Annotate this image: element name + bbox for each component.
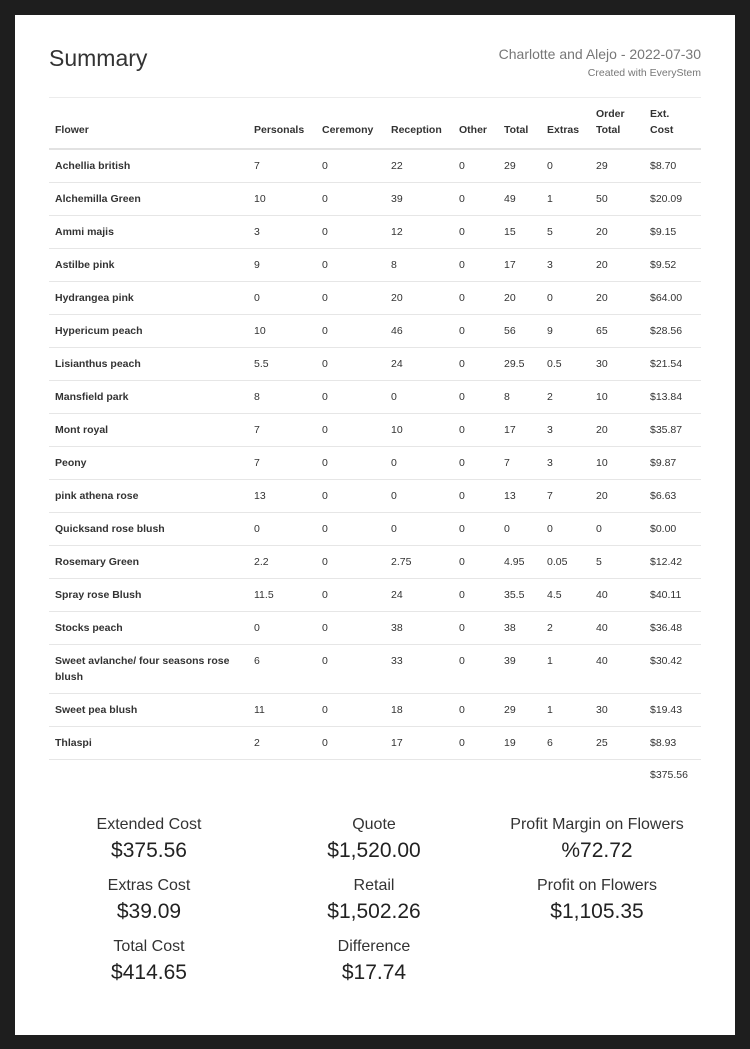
empty-cell [498,760,541,792]
flower-name-cell: Alchemilla Green [49,183,248,216]
table-row [49,149,701,183]
table-cell: 10 [385,414,453,447]
table-cell: 0 [316,249,385,282]
table-cell: 7 [498,447,541,480]
table-cell: 0 [541,149,590,183]
table-cell: $19.43 [644,694,701,727]
stat-total-cost [59,937,239,987]
table-cell: 56 [498,315,541,348]
table-cell: 0 [316,216,385,249]
table-cell: 0 [316,315,385,348]
stat-label: Difference [337,938,411,955]
table-cell: 50 [590,183,644,216]
table-cell: 0 [316,447,385,480]
table-cell: 24 [385,579,453,612]
stat-label: Total Cost [113,938,185,955]
table-row [49,414,701,447]
table-row [49,381,701,414]
table-cell: $9.87 [644,447,701,480]
table-cell: 0 [316,282,385,315]
page-title: Summary [49,45,148,71]
table-cell: 7 [541,480,590,513]
col-header: Total [498,98,541,150]
table-cell: 0 [453,447,498,480]
table-cell: 0 [453,513,498,546]
stat-profit [487,876,707,926]
table-cell: 0 [385,447,453,480]
table-cell: 0.5 [541,348,590,381]
table-cell: 12 [385,216,453,249]
stat-value: $1,105.35 [550,900,644,923]
flower-name-cell: Achellia british [49,149,248,183]
flower-name-cell: Astilbe pink [49,249,248,282]
table-cell: $36.48 [644,612,701,645]
table-cell: 0 [590,513,644,546]
table-cell: 0 [453,645,498,694]
table-cell: 0 [316,694,385,727]
table-row [49,447,701,480]
flower-name-cell: Hydrangea pink [49,282,248,315]
empty-cell [590,760,644,792]
table-cell: 0 [453,727,498,760]
summary-col-costs [59,815,239,998]
stat-value: $375.56 [111,839,187,862]
table-cell: 0 [316,149,385,183]
stat-label: Retail [353,877,395,894]
stat-label: Extras Cost [107,877,191,894]
col-header: Personals [248,98,316,150]
table-row [49,249,701,282]
flower-name-cell: pink athena rose [49,480,248,513]
table-cell: 0 [385,381,453,414]
stat-quote [284,815,464,865]
table-cell: $9.15 [644,216,701,249]
empty-cell [541,760,590,792]
table-cell: 20 [590,480,644,513]
table-cell: 29.5 [498,348,541,381]
table-cell: 33 [385,645,453,694]
table-cell: $20.09 [644,183,701,216]
table-row [49,612,701,645]
table-row [49,579,701,612]
table-row [49,315,701,348]
table-cell: 10 [248,183,316,216]
table-cell: $0.00 [644,513,701,546]
table-cell: 10 [590,381,644,414]
table-cell: 40 [590,579,644,612]
table-cell: 29 [498,149,541,183]
table-cell: 65 [590,315,644,348]
table-cell: 0 [453,546,498,579]
table-cell: 29 [498,694,541,727]
table-row [49,645,701,694]
table-cell: 0 [316,480,385,513]
table-cell: 0 [316,348,385,381]
table-row [49,282,701,315]
stat-extras-cost [59,876,239,926]
table-total-row [49,760,701,792]
table-cell: 11 [248,694,316,727]
table-cell: 0 [248,513,316,546]
table-cell: 0 [316,645,385,694]
empty-cell [453,760,498,792]
table-row [49,348,701,381]
table-cell: 2.75 [385,546,453,579]
flower-name-cell: Lisianthus peach [49,348,248,381]
table-cell: 0 [248,282,316,315]
table-row [49,216,701,249]
stat-value: $414.65 [111,961,187,984]
credit-line: Created with EveryStem [587,67,701,79]
table-cell: 18 [385,694,453,727]
table-row [49,513,701,546]
table-cell: 39 [498,645,541,694]
stat-value: $17.74 [341,961,407,984]
flower-table [49,97,701,791]
table-cell: 20 [590,216,644,249]
table-cell: 0 [316,381,385,414]
stat-label: Extended Cost [96,816,202,833]
event-name: Charlotte and Alejo - 2022-07-30 [498,46,701,62]
table-cell: 0 [316,727,385,760]
table-cell: $30.42 [644,645,701,694]
col-header: Flower [49,98,248,150]
event-meta [499,46,701,79]
table-cell: 0 [453,249,498,282]
table-cell: 0 [453,381,498,414]
table-cell: 4.5 [541,579,590,612]
table-cell: 38 [385,612,453,645]
table-cell: $6.63 [644,480,701,513]
table-cell: 0 [385,513,453,546]
table-cell: 3 [541,447,590,480]
table-cell: $21.54 [644,348,701,381]
table-cell: 46 [385,315,453,348]
flower-name-cell: Thlaspi [49,727,248,760]
table-cell: $9.52 [644,249,701,282]
flower-name-cell: Stocks peach [49,612,248,645]
table-cell: 0 [453,149,498,183]
table-cell: 20 [590,249,644,282]
flower-name-cell: Mont royal [49,414,248,447]
table-row [49,183,701,216]
table-cell: 38 [498,612,541,645]
table-header-row [49,98,701,150]
stat-value: $1,520.00 [327,839,421,862]
table-cell: 1 [541,183,590,216]
table-cell: 5.5 [248,348,316,381]
table-cell: 0 [453,612,498,645]
stat-extended-cost [59,815,239,865]
table-cell: 29 [590,149,644,183]
table-cell: 1 [541,694,590,727]
col-header: Ceremony [316,98,385,150]
table-cell: 0 [453,183,498,216]
table-cell: 0 [453,480,498,513]
flower-name-cell: Hypericum peach [49,315,248,348]
stat-label: Profit on Flowers [536,877,658,894]
table-cell: 30 [590,348,644,381]
table-cell: 15 [498,216,541,249]
table-cell: 4.95 [498,546,541,579]
table-cell: 25 [590,727,644,760]
table-cell: 0 [316,414,385,447]
flower-name-cell: Ammi majis [49,216,248,249]
table-cell: 3 [541,414,590,447]
empty-cell [385,760,453,792]
table-cell: 7 [248,414,316,447]
table-cell: 1 [541,645,590,694]
table-cell: $13.84 [644,381,701,414]
table-cell: 11.5 [248,579,316,612]
table-cell: 8 [498,381,541,414]
table-cell: 20 [498,282,541,315]
stat-difference [284,937,464,987]
stat-retail [284,876,464,926]
table-cell: 17 [498,249,541,282]
table-cell: 9 [541,315,590,348]
table-cell: 2 [541,381,590,414]
table-cell: 20 [590,414,644,447]
summary-col-pricing [284,815,464,998]
table-cell: $40.11 [644,579,701,612]
table-cell: 35.5 [498,579,541,612]
table-cell: 0 [453,579,498,612]
table-cell: 2.2 [248,546,316,579]
stat-value: %72.72 [561,839,633,862]
table-cell: 0 [316,513,385,546]
table-row [49,480,701,513]
table-cell: 10 [590,447,644,480]
col-header: Other [453,98,498,150]
flower-name-cell: Spray rose Blush [49,579,248,612]
table-cell: 13 [498,480,541,513]
table-cell: 0 [385,480,453,513]
table-cell: $12.42 [644,546,701,579]
table-cell: $8.93 [644,727,701,760]
table-cell: 5 [541,216,590,249]
table-cell: 40 [590,645,644,694]
table-cell: 0 [316,546,385,579]
table-row [49,727,701,760]
table-cell: $28.56 [644,315,701,348]
table-cell: 20 [590,282,644,315]
table-cell: $64.00 [644,282,701,315]
table-cell: 2 [541,612,590,645]
table-cell: 30 [590,694,644,727]
table-cell: 0 [453,315,498,348]
stat-value: $39.09 [116,900,182,923]
table-cell: 7 [248,149,316,183]
table-cell: 24 [385,348,453,381]
table-cell: $35.87 [644,414,701,447]
table-cell: $8.70 [644,149,701,183]
table-cell: 0 [453,282,498,315]
table-cell: 7 [248,447,316,480]
summary-col-profit [487,815,707,937]
table-cell: 39 [385,183,453,216]
table-cell: 3 [541,249,590,282]
col-header: Extras [541,98,590,150]
table-cell: 0 [453,694,498,727]
empty-cell [316,760,385,792]
stat-label: Quote [352,816,396,833]
flower-name-cell: Rosemary Green [49,546,248,579]
stat-label: Profit Margin on Flowers [510,816,684,833]
table-cell: 17 [498,414,541,447]
table-row [49,694,701,727]
table-cell: 8 [248,381,316,414]
table-cell: 0 [453,348,498,381]
table-cell: 8 [385,249,453,282]
flower-name-cell: Quicksand rose blush [49,513,248,546]
summary-page [15,15,735,1035]
table-cell: 9 [248,249,316,282]
table-cell: 20 [385,282,453,315]
table-cell: 0 [541,282,590,315]
flower-name-cell: Sweet avlanche/ four seasons rose blush [49,645,248,694]
stat-profit-margin [487,815,707,865]
table-cell: 2 [248,727,316,760]
table-cell: 0 [453,414,498,447]
table-cell: 0 [248,612,316,645]
stat-value: $1,502.26 [327,900,421,923]
table-cell: 6 [248,645,316,694]
flower-name-cell: Mansfield park [49,381,248,414]
table-cell: 0 [316,183,385,216]
table-cell: 0.05 [541,546,590,579]
col-header: Order Total [590,98,644,150]
empty-cell [248,760,316,792]
table-row [49,546,701,579]
total-ext-cost: $375.56 [650,769,688,781]
table-cell: 17 [385,727,453,760]
table-cell: 0 [316,612,385,645]
table-cell: 0 [541,513,590,546]
flower-name-cell: Sweet pea blush [49,694,248,727]
table-cell: 49 [498,183,541,216]
col-header: Reception [385,98,453,150]
table-cell: 3 [248,216,316,249]
table-cell: 13 [248,480,316,513]
empty-cell [49,760,248,792]
table-cell: 19 [498,727,541,760]
table-cell: 0 [453,216,498,249]
col-header: Ext. Cost [644,98,701,150]
flower-name-cell: Peony [49,447,248,480]
table-cell: 0 [316,579,385,612]
table-cell: 6 [541,727,590,760]
table-cell: 0 [498,513,541,546]
table-cell: 10 [248,315,316,348]
table-cell: 22 [385,149,453,183]
table-cell: 40 [590,612,644,645]
table-cell: 5 [590,546,644,579]
